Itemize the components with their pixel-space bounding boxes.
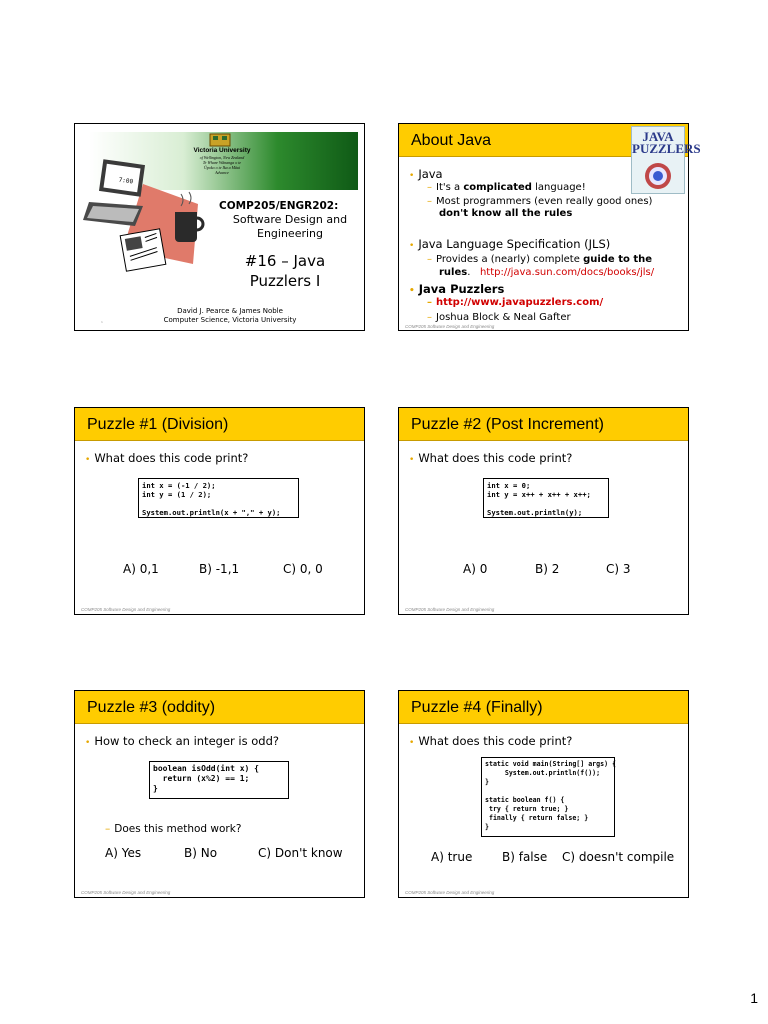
question-bullet: • What does this code print? <box>409 734 573 748</box>
bullet-text: Java Language Specification (JLS) <box>418 237 611 251</box>
answer-a: A) 0,1 <box>123 562 159 576</box>
answer-options <box>105 846 365 862</box>
svg-text:7:00: 7:00 <box>118 176 134 186</box>
sub-authors: – Joshua Block & Neal Gafter <box>427 312 571 323</box>
slide-footer: COMP205 Software Design and Engineering <box>405 890 495 895</box>
affiliation: Computer Science, Victoria University <box>163 316 297 324</box>
lecture-title: #16 – Java Puzzlers I <box>244 252 326 290</box>
puzzle-1-slide <box>74 407 365 615</box>
university-crest-icon <box>209 133 231 147</box>
answer-c: C) 0, 0 <box>283 562 323 576</box>
sub-bold: complicated <box>463 182 532 193</box>
sub-text: Does this method work? <box>114 823 242 835</box>
author-names: David J. Pearce & James Noble <box>177 307 283 315</box>
bullet-text: What does this code print? <box>418 451 573 465</box>
sub-text: language! <box>531 182 586 193</box>
slide-title: Puzzle #4 (Finally) <box>399 691 688 724</box>
puzzle-4-slide <box>398 690 689 898</box>
slide-footer: COMP205 Software Design and Engineering <box>81 890 171 895</box>
answer-b: B) -1,1 <box>199 562 240 576</box>
university-tagline: of Wellington, New Zealand Te Whare Wānanga o te Ūpoko o te Ika a Māui Advance <box>199 155 245 175</box>
course-name: Software Design and Engineering <box>232 213 348 240</box>
jls-link[interactable]: http://java.sun.com/docs/books/jls/ <box>479 267 655 278</box>
sub-puzzlers-link: – http://www.javapuzzlers.com/ <box>427 297 604 308</box>
slide-footer: COMP205 Software Design and Engineering <box>81 607 171 612</box>
puzzle-2-slide <box>398 407 689 615</box>
about-java-slide <box>398 123 701 331</box>
bullet-text: Java Puzzlers <box>418 282 505 296</box>
bullet-text: How to check an integer is odd? <box>94 734 279 748</box>
sub-bold: rules <box>439 267 468 278</box>
answer-c: C) 3 <box>606 562 631 576</box>
bullet-text: Java <box>418 167 443 181</box>
sub-rules-line: rules. http://java.sun.com/docs/books/jls/ <box>439 267 655 278</box>
sub-text: Joshua Block & Neal Gafter <box>436 312 571 323</box>
question-bullet: • How to check an integer is odd? <box>85 734 279 748</box>
code-block: int x = 0; int y = x++ + x++ + x++; System.out.println(y); <box>483 478 609 518</box>
sub-complicated: – It's a complicated language! <box>427 182 586 193</box>
sub-text: It's a <box>436 182 464 193</box>
slide-title: Puzzle #3 (oddity) <box>75 691 364 724</box>
answer-a: A) 0 <box>463 562 488 576</box>
sub-bold: guide to the <box>583 254 653 265</box>
question-bullet: • What does this code print? <box>409 451 573 465</box>
answer-options <box>431 850 689 866</box>
book-globe-icon <box>632 161 684 191</box>
code-block: static void main(String[] args) { System.out.println(f()); } static boolean f() { try { return true; } finally { return false; } } <box>481 757 615 837</box>
sub-text: Most programmers (even really good ones) <box>436 196 653 207</box>
book-title-text: JAVA PUZZLERS <box>632 129 701 156</box>
bullet-java: • Java <box>409 167 443 181</box>
sub-question: – Does this method work? <box>105 823 242 835</box>
slide-title: Puzzle #2 (Post Increment) <box>399 408 688 441</box>
answer-a: A) true <box>431 850 473 864</box>
answer-b: B) 2 <box>535 562 560 576</box>
answer-options <box>463 562 663 578</box>
code-block: boolean isOdd(int x) { return (x%2) == 1; } <box>149 761 289 799</box>
answer-c: C) doesn't compile <box>562 850 675 864</box>
bullet-text: What does this code print? <box>418 734 573 748</box>
answer-b: B) false <box>502 850 548 864</box>
university-name: Victoria University <box>193 147 251 154</box>
puzzle-3-slide <box>74 690 365 898</box>
sub-guide: – Provides a (nearly) complete guide to the <box>427 254 653 265</box>
java-puzzlers-book-cover <box>631 126 701 194</box>
slide-footer: COMP205 Software Design and Engineering <box>405 324 495 329</box>
answer-options <box>123 562 343 578</box>
slide-title: About Java <box>399 124 688 157</box>
slide-page-number: 1 <box>101 320 103 324</box>
computer-clipart-icon <box>83 154 213 274</box>
bullet-text: What does this code print? <box>94 451 249 465</box>
page-number: 1 <box>750 990 758 1006</box>
slide-title: Puzzle #1 (Division) <box>75 408 364 441</box>
code-block: int x = (-1 / 2); int y = (1 / 2); System.out.println(x + "," + y); <box>138 478 299 518</box>
authors <box>115 307 345 325</box>
question-bullet: • What does this code print? <box>85 451 249 465</box>
javapuzzlers-link[interactable]: http://www.javapuzzlers.com/ <box>436 297 604 308</box>
answer-a: A) Yes <box>105 846 142 860</box>
sub-dont-know: don't know all the rules <box>439 208 573 219</box>
sub-programmers: – Most programmers (even really good ones) <box>427 196 653 207</box>
course-code: COMP205/ENGR202: <box>219 200 339 212</box>
bullet-puzzlers: • Java Puzzlers <box>409 282 505 296</box>
answer-c: C) Don't know <box>258 846 343 860</box>
title-slide <box>74 123 365 331</box>
sub-text: Provides a (nearly) complete <box>436 254 584 265</box>
slide-footer: COMP205 Software Design and Engineering <box>405 607 495 612</box>
bullet-jls: • Java Language Specification (JLS) <box>409 237 611 251</box>
answer-b: B) No <box>184 846 218 860</box>
